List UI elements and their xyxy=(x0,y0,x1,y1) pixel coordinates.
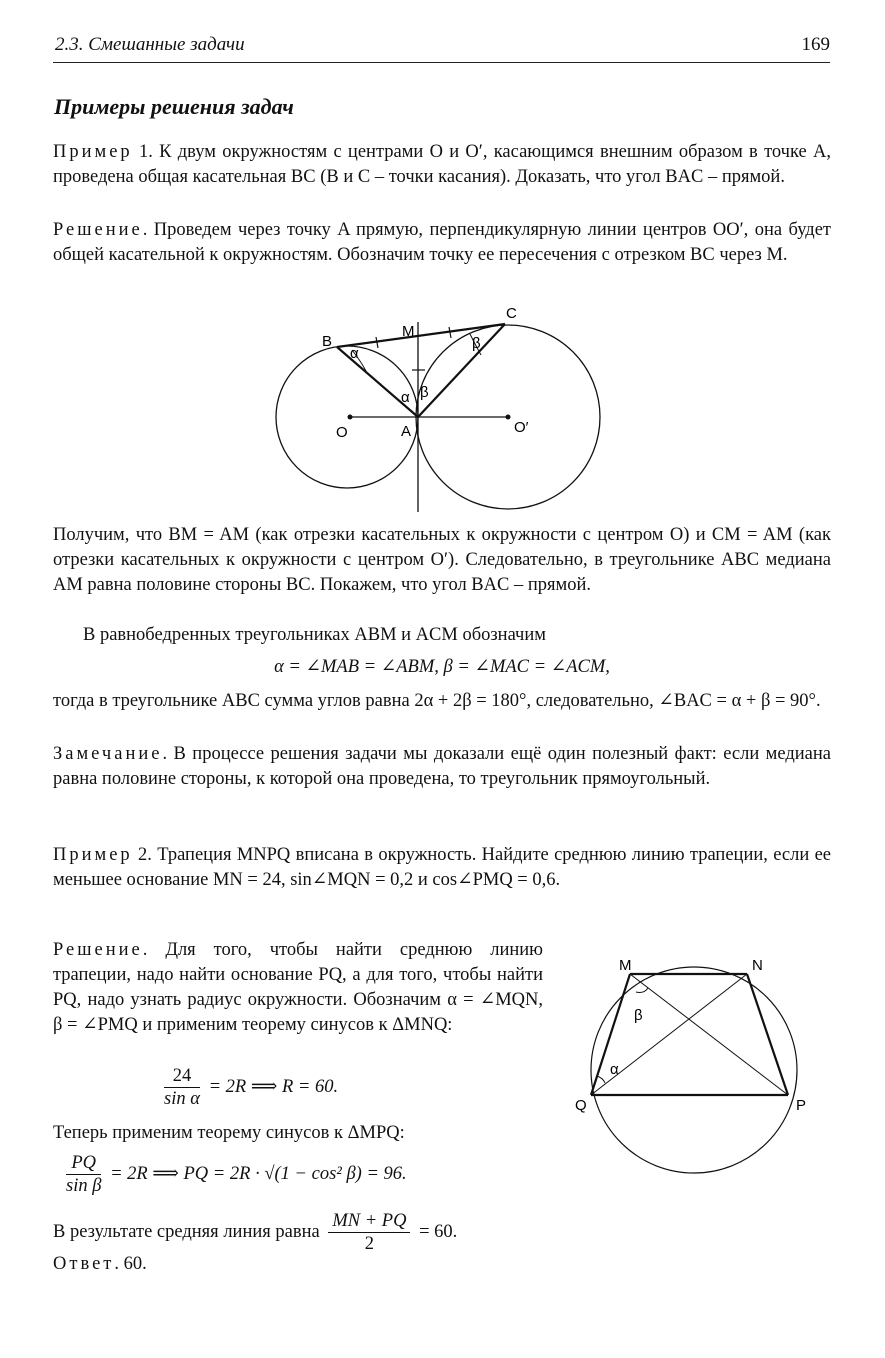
label-A: A xyxy=(401,423,412,440)
result-text: В результате средняя линия равна xyxy=(53,1221,320,1242)
eq1-denominator: sin α xyxy=(164,1089,200,1109)
example2-text: 2. Трапеция MNPQ вписана в окружность. Найдите среднюю линию трапеции, если ее меньшее основание MN = 24, sin∠MQN = 0,2 и cos∠PMQ = 0,6. xyxy=(53,845,831,890)
label-alpha-B: α xyxy=(350,345,359,362)
example2-label: Пример xyxy=(53,845,133,865)
label-O: O xyxy=(336,424,348,441)
example1-solution xyxy=(53,218,831,268)
point-O xyxy=(348,415,353,420)
eq1-fraction xyxy=(164,1065,200,1110)
label-P2: P xyxy=(796,1097,807,1114)
example1-formula: α = ∠MAB = ∠ABM, β = ∠MAC = ∠ACM, xyxy=(274,657,610,677)
example1-text: 1. К двум окружностям с центрами O и O′, касающимся внешним образом в точке A, проведена общая касательная BC (B и C – точки касания). Доказать, что угол BAC – прямой. xyxy=(53,142,831,187)
result-value: = 60. xyxy=(419,1221,458,1242)
result-denominator: 2 xyxy=(364,1234,375,1254)
example2-answer xyxy=(53,1252,831,1277)
result-fraction xyxy=(328,1210,410,1255)
example1-statement xyxy=(53,140,831,190)
eq2-numerator: PQ xyxy=(66,1152,101,1175)
point-O-prime xyxy=(506,415,511,420)
eq2-denominator: sin β xyxy=(66,1176,102,1196)
label-M: M xyxy=(402,323,415,340)
section-title: Примеры решения задач xyxy=(54,94,294,119)
diagonal-MP xyxy=(630,974,788,1095)
label-beta-A: β xyxy=(420,384,429,401)
label-Q2: Q xyxy=(575,1097,587,1114)
example2-result xyxy=(53,1210,573,1255)
eq2-rest: = 2R ⟹ PQ = 2R · √(1 − cos² β) = 96. xyxy=(110,1163,407,1184)
label-M2: M xyxy=(619,957,632,974)
example1-label: Пример xyxy=(53,142,133,162)
label-beta2: β xyxy=(634,1007,643,1024)
label-C: C xyxy=(506,305,517,322)
running-header xyxy=(53,30,830,63)
result-numerator: MN + PQ xyxy=(328,1210,410,1233)
label-alpha2: α xyxy=(610,1061,619,1078)
remark-label: Замечание xyxy=(53,744,163,764)
arc-alpha xyxy=(597,1076,605,1083)
example2-equation2 xyxy=(62,1152,562,1197)
label-O-prime: O′ xyxy=(514,419,529,436)
example2-statement xyxy=(53,843,831,893)
figure-inscribed-trapezoid xyxy=(570,950,820,1180)
arc-beta xyxy=(636,988,648,993)
solution2-label: Решение xyxy=(53,940,143,960)
answer-text: . 60. xyxy=(114,1254,147,1274)
eq1-numerator: 24 xyxy=(164,1065,200,1088)
label-B: B xyxy=(322,333,333,350)
solution1-label: Решение xyxy=(53,220,143,240)
figure-tangent-circles xyxy=(270,300,615,515)
page-number: 169 xyxy=(801,34,830,55)
example2-equation1 xyxy=(160,1065,560,1110)
solution2-text: . Для того, чтобы найти среднюю линию трапеции, надо найти основание PQ, а для того, чтобы найти PQ, надо узнать радиус окружности. Обозначим α = ∠MQN, β = ∠PMQ и применим теорему синусов к ΔMNQ: xyxy=(53,940,543,1035)
label-beta-C: β xyxy=(472,335,481,352)
header-section: 2.3. Смешанные задачи xyxy=(55,34,245,55)
example1-remark xyxy=(53,742,831,792)
example1-isosceles: В равнобедренных треугольниках ABM и ACM обозначим xyxy=(83,625,546,645)
example2-then: Теперь применим теорему синусов к ΔMPQ: xyxy=(53,1123,405,1143)
solution1-text: . Проведем через точку A прямую, перпендикулярную линии центров OO′, она будет общей касательной к окружностям. Обозначим точку ее пересечения с отрезком BC через M. xyxy=(53,220,831,265)
side-NP xyxy=(747,974,788,1095)
answer-label: Ответ xyxy=(53,1254,115,1274)
label-N2: N xyxy=(752,957,763,974)
example1-conclusion: тогда в треугольнике ABC сумма углов равна 2α + 2β = 180°, следовательно, ∠BAC = α + β = 90°. xyxy=(53,691,821,711)
example2-solution xyxy=(53,938,543,1038)
eq2-fraction xyxy=(66,1152,101,1197)
example1-after-figure: Получим, что BM = AM (как отрезки касательных к окружности с центром O) и CM = AM (как отрезки касательных к окружности с центром O′). Следовательно, в треугольнике ABC медиана AM равна половине стороны BC. Покажем, что угол BAC – прямой. xyxy=(53,525,831,595)
label-alpha-A: α xyxy=(401,389,410,406)
remark-text: . В процессе решения задачи мы доказали ещё один полезный факт: если медиана равна половине стороны, к которой она проведена, то треугольник прямоугольный. xyxy=(53,744,831,789)
eq1-rest: = 2R ⟹ R = 60. xyxy=(208,1076,339,1097)
